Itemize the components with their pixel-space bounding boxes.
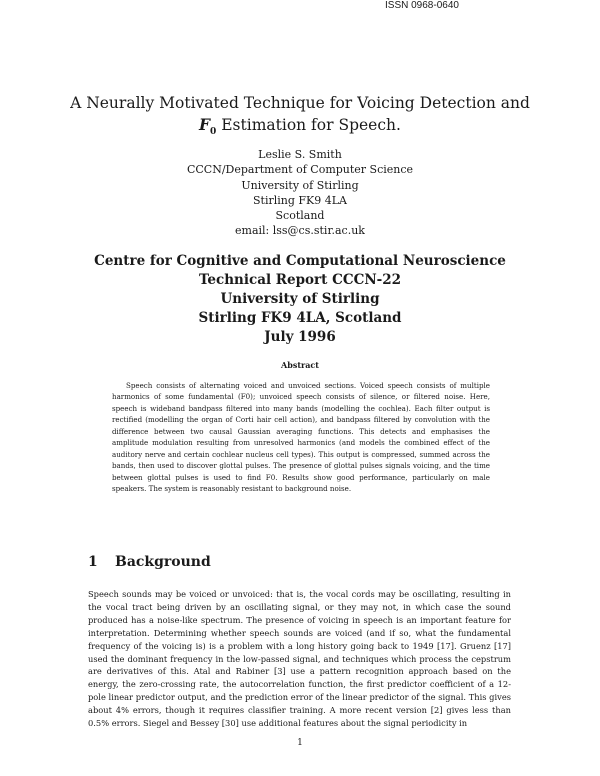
section-heading [88, 554, 211, 570]
section-title: Background [115, 554, 211, 570]
section-body [88, 588, 511, 730]
author-block [0, 147, 600, 239]
section-number: 1 [88, 554, 98, 570]
author-department: CCCN/Department of Computer Science [186, 163, 414, 177]
issn-number: ISSN 0968-0640 [385, 0, 459, 11]
author-email: email: lss@cs.stir.ac.uk [235, 224, 365, 238]
f0-symbol: $F_0$ [199, 115, 217, 138]
paper-title-line-1: A Neurally Motivated Technique for Voicing Detection and [70, 94, 530, 112]
abstract-body [112, 380, 490, 495]
author-name: Leslie S. Smith [258, 148, 342, 161]
abstract-heading: Abstract [281, 360, 319, 370]
author-country: Scotland [275, 209, 325, 223]
page-number: 1 [297, 738, 303, 748]
abstract-text: Speech consists of alternating voiced and unvoiced sections. Voiced speech consists of multiple harmonics of some fundamental (F0); unvoiced speech consists of silence, or filtered noise. Here, speech is wideband bandpass filtered into many bands (modelling the cochlea). Each filter output is rectified (modelling the organ of Corti hair cell action), and bandpass filtered by convolution with the difference between two causal Gaussian averaging functions. This detects and emphasises the amplitude modulation resulting from unresolved harmonics (and models the combined effect of the auditory nerve and certain cochlear nucleus cell types). This output is compressed, summed across the bands, then used to discover glottal pulses. The presence of glottal pulses signals voicing, and the time between glottal pulses is used to find F0. Results show good performance, particularly on male speakers. The system is reasonably resistant to background noise. [112, 381, 490, 494]
report-info-block [0, 252, 600, 347]
centre-name: Centre for Cognitive and Computational Neuroscience [94, 253, 506, 269]
section-paragraph: Speech sounds may be voiced or unvoiced: that is, the vocal cords may be oscillating, resulting in the vocal tract being driven by an oscillating signal, or they may not, in which case the sound produced has a noise-like spectrum. The presence of voicing in speech is an important feature for interpretation. Determining whether speech sounds are voiced (and if so, what the fundamental frequency of the voicing is) is a problem with a long history going back to 1949 [17]. Gruenz [17] used the dominant frequency in the low-passed signal, and techniques which process the cepstrum are derivatives of this. Atal and Rabiner [3] use a pattern recognition approach based on the energy, the zero-crossing rate, the autocorrelation function, the first predictor coefficient of a 12-pole linear predictor output, and the prediction error of the linear predictor of the signal. This gives about 4% errors, though it requires classifier training. A more recent version [2] gives less than 0.5% errors. Siegel and Bessey [30] use additional features about the signal periodicity in [88, 589, 511, 729]
author-university: University of Stirling [241, 178, 359, 192]
paper-title-line-2: $F_0$ Estimation for Speech. [199, 115, 401, 138]
report-address: Stirling FK9 4LA, Scotland [198, 310, 402, 326]
report-number: Technical Report CCCN-22 [198, 272, 402, 288]
report-date: July 1996 [264, 329, 336, 345]
author-city: Stirling FK9 4LA [253, 193, 347, 207]
report-university: University of Stirling [220, 291, 380, 307]
